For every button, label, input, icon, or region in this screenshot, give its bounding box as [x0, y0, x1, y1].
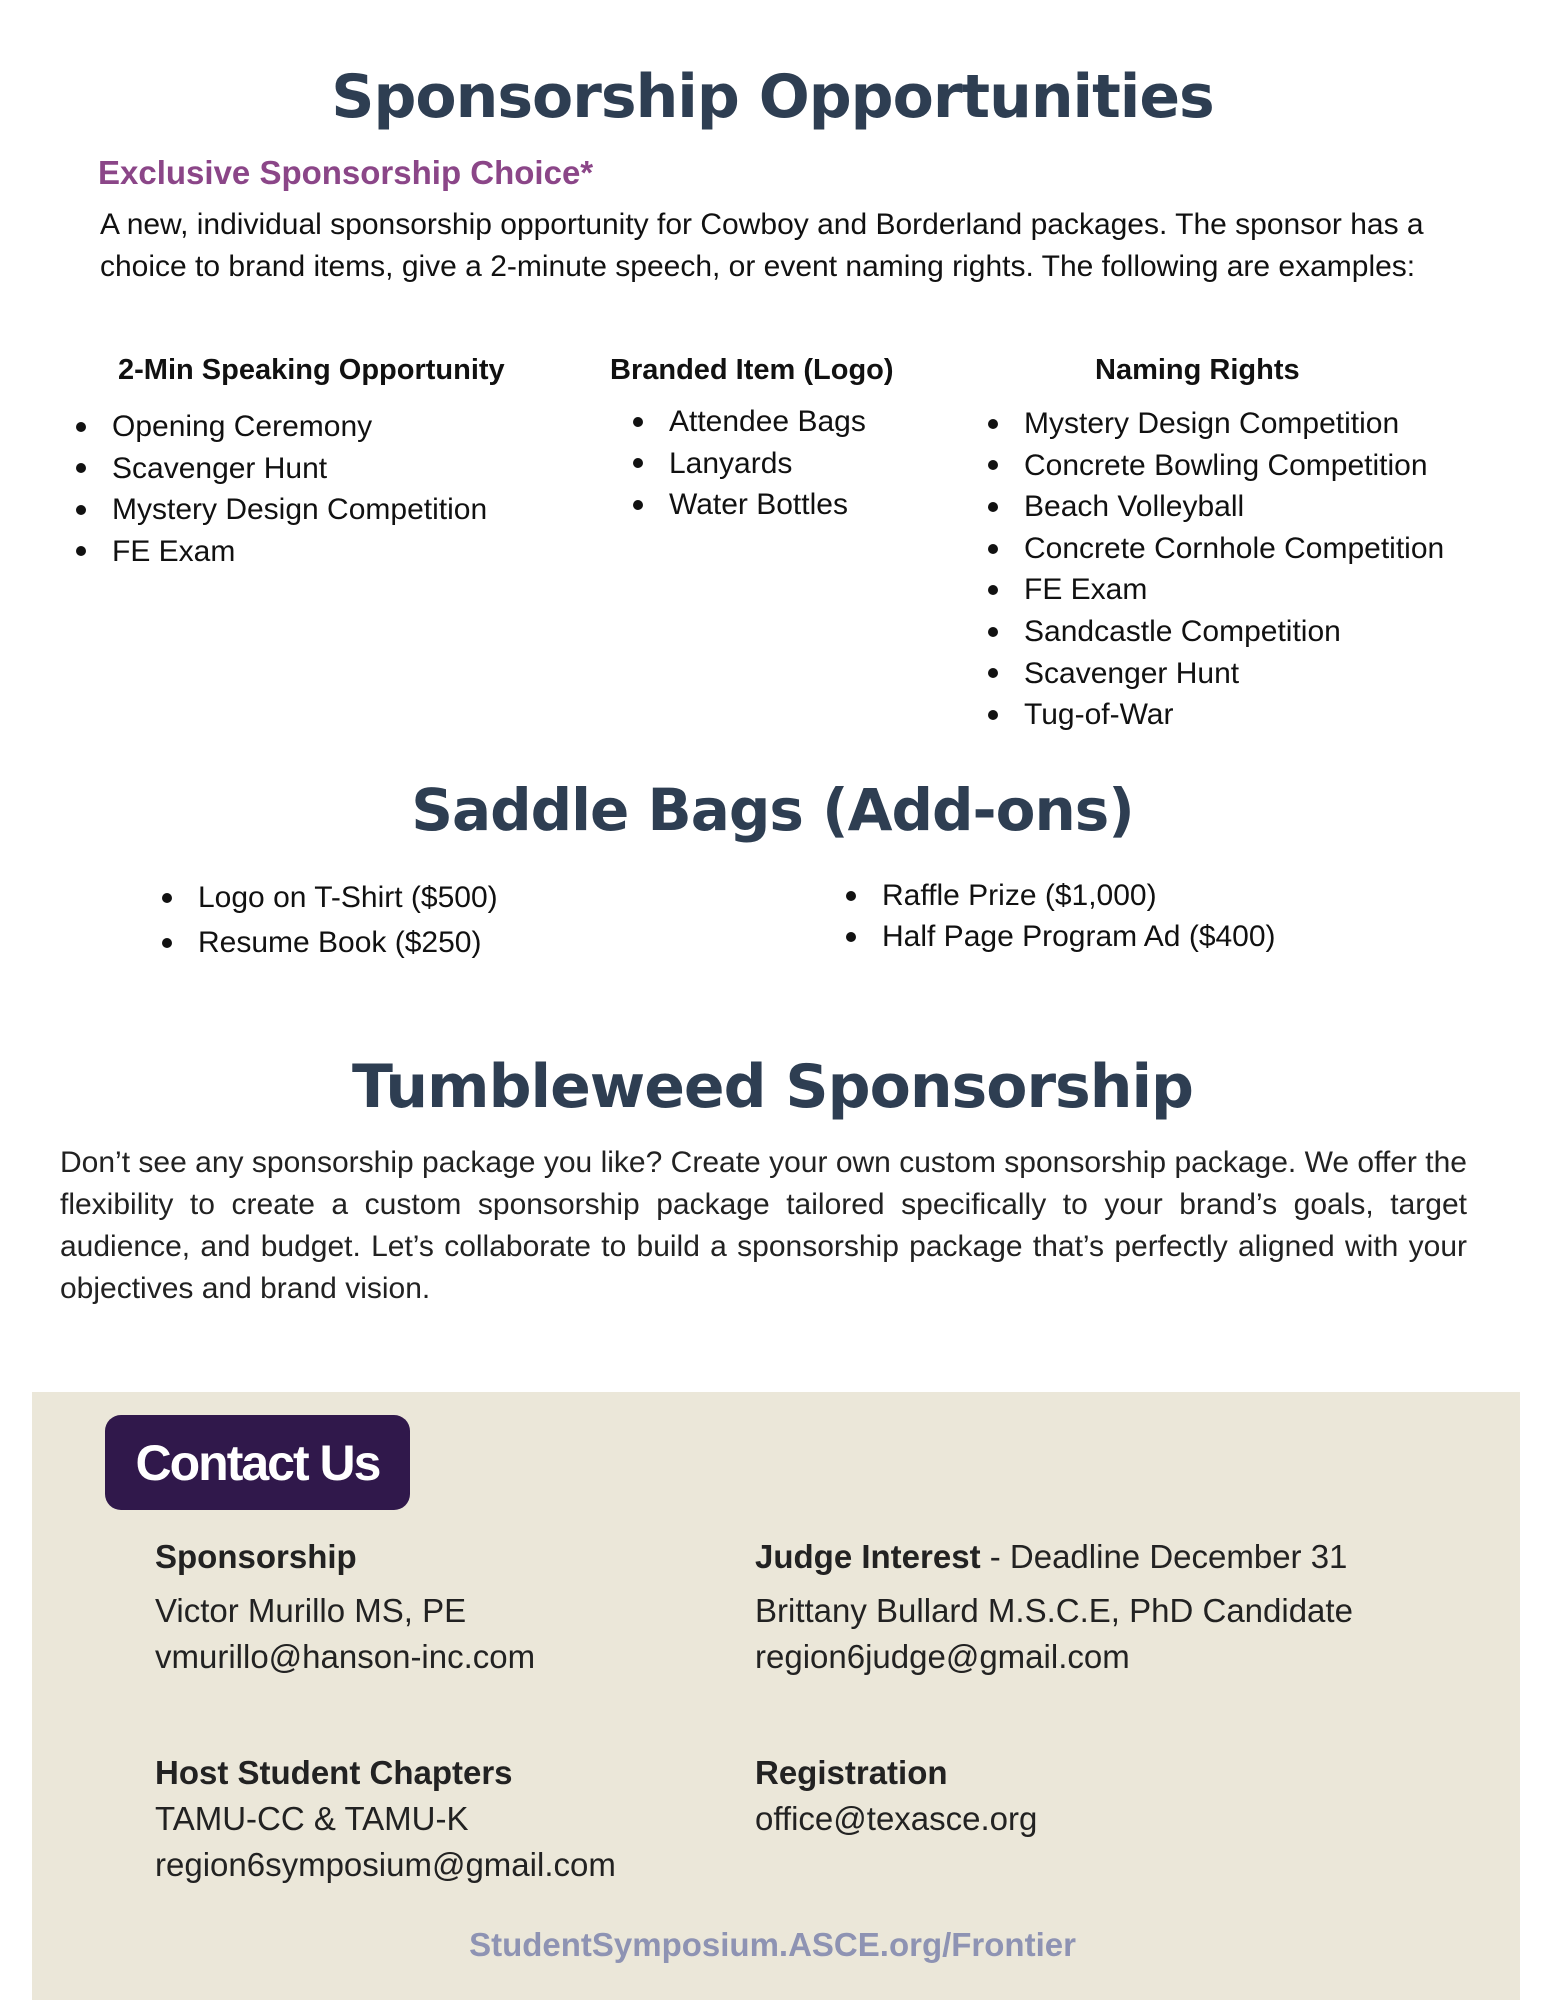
naming-rights-heading: Naming Rights	[1095, 354, 1300, 386]
list-item: Water Bottles	[633, 484, 866, 526]
sponsorship-contact-heading: Sponsorship	[155, 1538, 357, 1575]
naming-rights-list	[988, 403, 1444, 736]
list-item: Concrete Bowling Competition	[988, 445, 1444, 487]
saddle-bags-list-left	[162, 875, 498, 965]
list-item: Beach Volleyball	[988, 486, 1444, 528]
judge-contact-name: Brittany Bullard M.S.C.E, PhD Candidate	[755, 1592, 1353, 1629]
list-item: Concrete Cornhole Competition	[988, 528, 1444, 570]
list-item: Opening Ceremony	[76, 406, 487, 448]
list-item: Scavenger Hunt	[76, 448, 487, 490]
list-item: Mystery Design Competition	[76, 489, 487, 531]
list-item: Lanyards	[633, 443, 866, 485]
branded-item-heading: Branded Item (Logo)	[610, 354, 894, 386]
list-item: Resume Book ($250)	[162, 920, 498, 965]
branded-item-list	[633, 401, 866, 526]
tumbleweed-description: Don’t see any sponsorship package you like? Create your own custom sponsorship package. We offer the flexibility to create a custom sponsorship package tailored specifically to your brand’s goals, target audience, and budget. Let’s collaborate to build a sponsorship package that’s perfectly aligned with your objectives and brand vision.	[60, 1146, 1467, 1305]
saddle-bags-title: Saddle Bags (Add-ons)	[411, 776, 1134, 844]
list-item: FE Exam	[76, 531, 487, 573]
list-item: Sandcastle Competition	[988, 611, 1444, 653]
host-chapters-email[interactable]: region6symposium@gmail.com	[155, 1846, 616, 1883]
list-item: Half Page Program Ad ($400)	[846, 916, 1276, 957]
registration-email[interactable]: office@texasce.org	[755, 1800, 1038, 1837]
list-item: Raffle Prize ($1,000)	[846, 875, 1276, 916]
judge-interest-label: Judge Interest	[755, 1538, 981, 1575]
list-item: Mystery Design Competition	[988, 403, 1444, 445]
sponsorship-contact-name: Victor Murillo MS, PE	[155, 1592, 467, 1629]
exclusive-sponsorship-description: A new, individual sponsorship opportunity for Cowboy and Borderland packages. The sponsor has a choice to brand items, give a 2-minute speech, or event naming rights. The following are examples:	[100, 208, 1424, 283]
list-item: Attendee Bags	[633, 401, 866, 443]
saddle-bags-list-right	[846, 875, 1276, 957]
list-item: FE Exam	[988, 569, 1444, 611]
list-item: Tug-of-War	[988, 694, 1444, 736]
contact-us-badge: Contact Us	[105, 1415, 410, 1510]
judge-deadline: - Deadline December 31	[980, 1538, 1348, 1575]
speaking-opportunity-list	[76, 406, 487, 572]
host-chapters-names: TAMU-CC & TAMU-K	[155, 1800, 469, 1837]
exclusive-sponsorship-heading: Exclusive Sponsorship Choice*	[98, 154, 594, 191]
page-title: Sponsorship Opportunities	[331, 62, 1214, 132]
registration-heading: Registration	[755, 1754, 948, 1791]
host-chapters-heading: Host Student Chapters	[155, 1754, 513, 1791]
speaking-opportunity-heading: 2-Min Speaking Opportunity	[118, 354, 505, 386]
website-link[interactable]: StudentSymposium.ASCE.org/Frontier	[469, 1926, 1076, 1963]
tumbleweed-title: Tumbleweed Sponsorship	[352, 1052, 1193, 1122]
judge-interest-heading	[755, 1538, 1347, 1576]
sponsorship-contact-email[interactable]: vmurillo@hanson-inc.com	[155, 1638, 536, 1675]
list-item: Logo on T-Shirt ($500)	[162, 875, 498, 920]
list-item: Scavenger Hunt	[988, 653, 1444, 695]
judge-contact-email[interactable]: region6judge@gmail.com	[755, 1638, 1130, 1675]
